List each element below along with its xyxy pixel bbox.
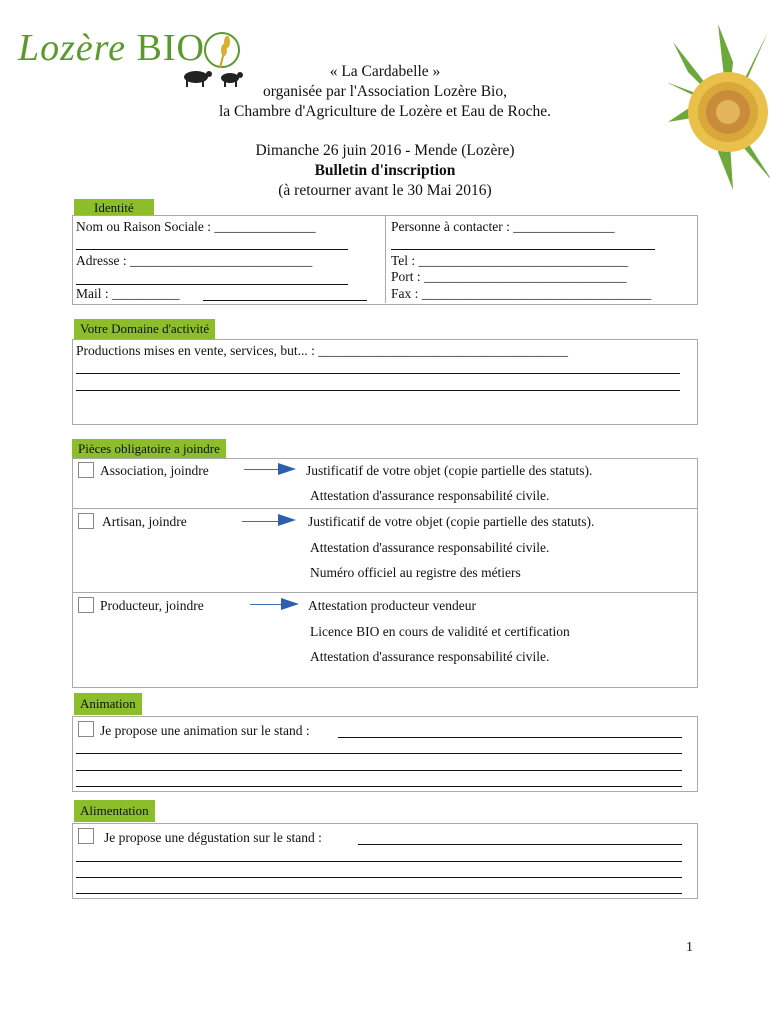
alimentation-line-1[interactable]: [358, 844, 682, 845]
mail-line[interactable]: [203, 300, 367, 301]
artisan-item-2: Attestation d'assurance responsabilité civile.: [310, 540, 550, 555]
alimentation-line-4[interactable]: [76, 893, 682, 894]
artisan-arrow-icon: [278, 514, 296, 526]
pieces-separator-2: [72, 592, 697, 593]
pieces-separator-1: [72, 508, 697, 509]
artisan-checkbox[interactable]: [78, 513, 94, 529]
cardabelle-flower-icon: [668, 22, 770, 192]
event-name: « La Cardabelle »: [329, 63, 441, 80]
logo-bio-text: BIO: [136, 27, 205, 69]
alimentation-tab: Alimentation: [74, 800, 155, 822]
productions-line-2[interactable]: [76, 373, 680, 374]
productions-line-3[interactable]: [76, 390, 680, 391]
identite-divider: [385, 215, 386, 303]
tel-field[interactable]: Tel : _______________________________: [391, 253, 628, 268]
animation-line-4[interactable]: [76, 786, 682, 787]
alimentation-checkbox[interactable]: [78, 828, 94, 844]
page-number: 1: [686, 940, 693, 955]
deadline-line: (à retourner avant le 30 Mai 2016): [278, 182, 492, 199]
animation-line-2[interactable]: [76, 753, 682, 754]
productions-field[interactable]: Productions mises en vente, services, but... : _____________________________________: [76, 343, 568, 358]
event-date: Dimanche 26 juin 2016 - Mende (Lozère): [255, 142, 515, 159]
producteur-item-3: Attestation d'assurance responsabilité civile.: [310, 649, 550, 664]
header-block: [150, 62, 620, 201]
pieces-tab: Pièces obligatoire a joindre: [72, 439, 226, 459]
organizer-line: organisée par l'Association Lozère Bio,: [263, 83, 507, 100]
artisan-label: Artisan, joindre: [102, 514, 187, 529]
animation-label: Je propose une animation sur le stand :: [100, 723, 310, 738]
alimentation-label: Je propose une dégustation sur le stand :: [104, 830, 322, 845]
producteur-arrow-line: [250, 604, 282, 605]
port-field[interactable]: Port : ______________________________: [391, 269, 627, 284]
animation-line-1[interactable]: [338, 737, 682, 738]
producteur-checkbox[interactable]: [78, 597, 94, 613]
artisan-item-1: Justificatif de votre objet (copie partielle des statuts).: [308, 514, 595, 529]
producteur-item-1: Attestation producteur vendeur: [308, 598, 476, 613]
animation-line-3[interactable]: [76, 770, 682, 771]
identite-tab: Identité: [74, 199, 154, 216]
logo-text: Lozère: [18, 27, 137, 69]
alimentation-line-2[interactable]: [76, 861, 682, 862]
nom-line-2[interactable]: [76, 249, 348, 250]
association-item-2: Attestation d'assurance responsabilité civile.: [310, 488, 550, 503]
fax-field[interactable]: Fax : __________________________________: [391, 286, 652, 301]
alimentation-line-3[interactable]: [76, 877, 682, 878]
association-checkbox[interactable]: [78, 462, 94, 478]
producteur-item-2: Licence BIO en cours de validité et certification: [310, 624, 570, 639]
association-item-1: Justificatif de votre objet (copie partielle des statuts).: [306, 463, 593, 478]
mail-field[interactable]: Mail : __________: [76, 286, 180, 301]
artisan-arrow-line: [242, 521, 280, 522]
association-label: Association, joindre: [100, 463, 209, 478]
domaine-tab: Votre Domaine d'activité: [74, 319, 215, 339]
producteur-label: Producteur, joindre: [100, 598, 204, 613]
page-title: Bulletin d'inscription: [314, 162, 456, 179]
personne-line-2[interactable]: [391, 249, 655, 250]
personne-field[interactable]: Personne à contacter : _______________: [391, 219, 615, 234]
adresse-field[interactable]: Adresse : ___________________________: [76, 253, 313, 268]
association-arrow-icon: [278, 463, 296, 475]
nom-field[interactable]: Nom ou Raison Sociale : _______________: [76, 219, 316, 234]
association-arrow-line: [244, 469, 280, 470]
artisan-item-3: Numéro officiel au registre des métiers: [310, 565, 521, 580]
animation-tab: Animation: [74, 693, 142, 715]
adresse-line-2[interactable]: [76, 284, 348, 285]
producteur-arrow-icon: [281, 598, 299, 610]
animation-checkbox[interactable]: [78, 721, 94, 737]
partners-line: la Chambre d'Agriculture de Lozère et Eau de Roche.: [218, 103, 552, 120]
